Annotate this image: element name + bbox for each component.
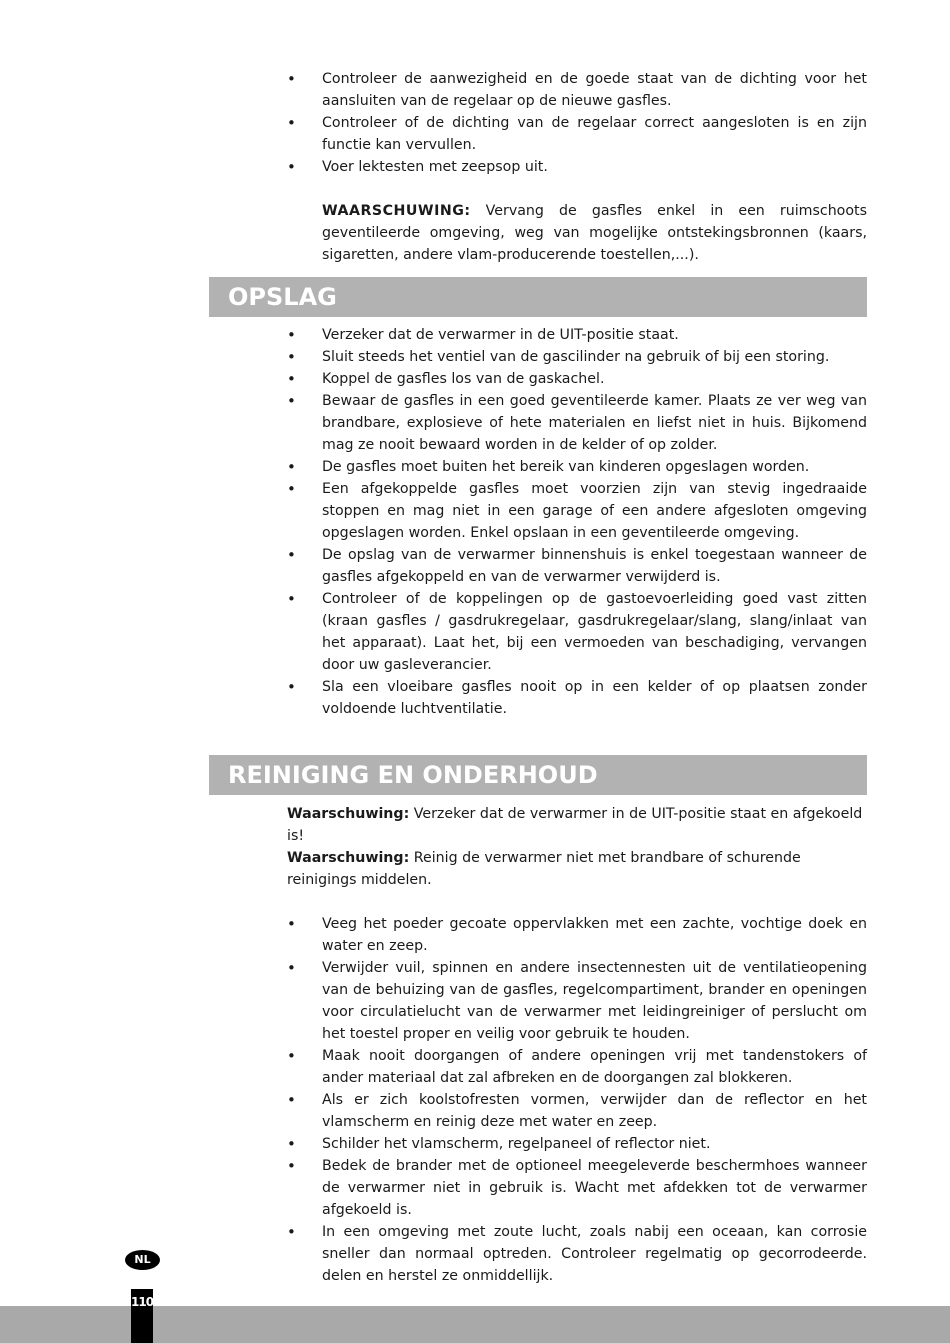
list-item: • Controleer of de koppelingen op de gastoevoerleiding goed vast zitten (kraan gasfles / gasdrukregelaar, gasdrukregelaar/slang, slang/inlaat van het apparaat). Laat het, bij een vermoeden van beschadiging, vervangen door uw gasleverancier. [287,588,867,676]
reiniging-warnings [287,803,867,891]
list-item: • Bedek de brander met de optioneel meegeleverde beschermhoes wanneer de verwarmer niet in gebruik is. Wacht met afdekken tot de verwarmer afgekoeld is. [287,1155,867,1221]
opslag-section [287,324,867,720]
list-item: • In een omgeving met zoute lucht, zoals nabij een oceaan, kan corrosie sneller dan normaal optreden. Controleer regelmatig op gecorrodeerde. delen en herstel ze onmiddellijk. [287,1221,867,1287]
section-header-opslag: OPSLAG [209,277,867,317]
list-item: • Voer lektesten met zeepsop uit. [287,156,867,178]
top-section [287,68,867,266]
warning-text: Vervang de gasfles enkel in een ruimschoots geventileerde omgeving, weg van mogelijke ontstekingsbronnen (kaars, sigaretten, andere vlam-producerende toestellen,...). [322,203,867,263]
section-header-reiniging: REINIGING EN ONDERHOUD [209,755,867,795]
list-item: • De opslag van de verwarmer binnenshuis is enkel toegestaan wanneer de gasfles afgekoppeld en van de verwarmer verwijderd is. [287,544,867,588]
list-item: • De gasfles moet buiten het bereik van kinderen opgeslagen worden. [287,456,867,478]
list-item: • Koppel de gasfles los van de gaskachel. [287,368,867,390]
list-item: • Controleer of de dichting van de regelaar correct aangesloten is en zijn functie kan vervullen. [287,112,867,156]
top-bullet-list [287,68,867,178]
list-item: • Sluit steeds het ventiel van de gascilinder na gebruik of bij een storing. [287,346,867,368]
warning-text: Verzeker dat de verwarmer in de UIT-positie staat en afgekoeld is! [287,806,863,844]
list-item: • Veeg het poeder gecoate oppervlakken met een zachte, vochtige doek en water en zeep. [287,913,867,957]
reiniging-bullet-list [287,913,867,1287]
language-badge: NL [125,1250,160,1270]
list-item: • Verwijder vuil, spinnen en andere insectennesten uit de ventilatieopening van de behuizing van de gasfles, regelcompartiment, brander en openingen voor circulatielucht van de verwarmer met leidingreiniger of perslucht om het toestel proper en veilig voor gebruik te houden. [287,957,867,1045]
reiniging-section [287,803,867,1287]
page-number: 110 [131,1295,154,1309]
list-item: • Verzeker dat de verwarmer in de UIT-positie staat. [287,324,867,346]
warning-label: Waarschuwing: [287,850,410,866]
list-item: • Als er zich koolstofresten vormen, verwijder dan de reflector en het vlamscherm en reinig deze met water en zeep. [287,1089,867,1133]
list-item: • Controleer de aanwezigheid en de goede staat van de dichting voor het aansluiten van de regelaar op de nieuwe gasfles. [287,68,867,112]
opslag-bullet-list [287,324,867,720]
list-item: • Bewaar de gasfles in een goed geventileerde kamer. Plaats ze ver weg van brandbare, explosieve of hete materialen en liefst niet in huis. Bijkomend mag ze nooit bewaard worden in de kelder of op zolder. [287,390,867,456]
warning-label: Waarschuwing: [287,806,410,822]
warning-paragraph [287,803,867,847]
warning-text: Reinig de verwarmer niet met brandbare of schurende reinigings middelen. [287,850,801,888]
warning-label: WAARSCHUWING: [322,203,471,219]
warning-paragraph [287,847,867,891]
list-item: • Sla een vloeibare gasfles nooit op in een kelder of op plaatsen zonder voldoende luchtventilatie. [287,676,867,720]
list-item: • Maak nooit doorgangen of andere openingen vrij met tandenstokers of ander materiaal dat zal afbreken en de doorgangen zal blokkeren. [287,1045,867,1089]
list-item: • Schilder het vlamscherm, regelpaneel of reflector niet. [287,1133,867,1155]
list-item: • Een afgekoppelde gasfles moet voorzien zijn van stevig ingedraaide stoppen en mag niet in een garage of een andere afgesloten omgeving opgeslagen worden. Enkel opslaan in een geventileerde omgeving. [287,478,867,544]
top-warning [322,200,867,266]
